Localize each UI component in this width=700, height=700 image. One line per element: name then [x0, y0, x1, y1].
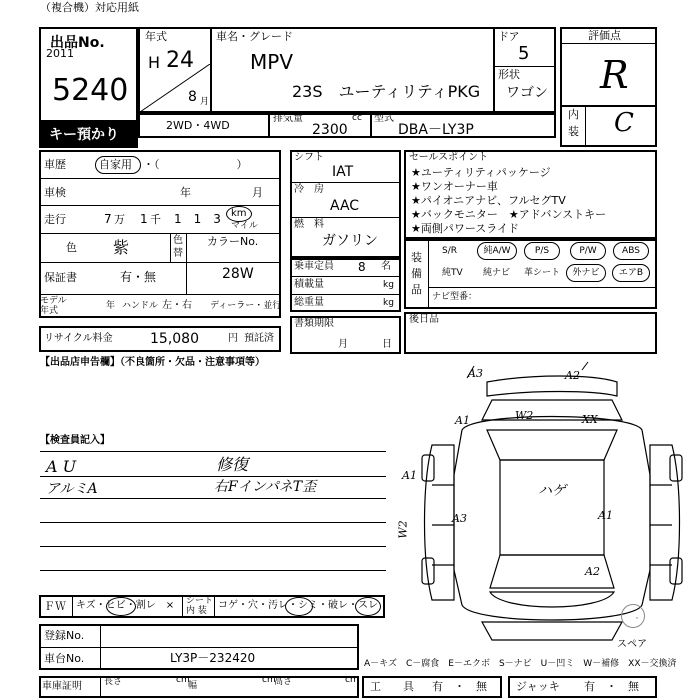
lot-tag: 2011 [46, 47, 74, 60]
door-label: ドア [498, 30, 520, 43]
docs-label: 書類期限 [294, 318, 334, 329]
damage-mark-left-rear-side: A1 [455, 414, 470, 427]
model-value: DBA－LY3P [398, 122, 474, 138]
shape-value: ワゴン [506, 85, 548, 101]
equip-aftermarket-navi: 外ナビ [572, 268, 600, 278]
mileage-sen-unit: 千 [150, 213, 161, 226]
fw-scuff-circle [355, 597, 381, 616]
mileage-sen: 1 [140, 212, 148, 226]
year-month: 8 [188, 89, 197, 105]
damage-mark-left-side: A1 [402, 469, 417, 482]
handle-label: ハンドル [122, 301, 159, 311]
mileage-rest: 1 1 3 [174, 212, 221, 226]
equip-alloy-wheels-circle [477, 242, 517, 260]
inspection-label: 車検 [44, 186, 66, 199]
year-month-unit: 月 [200, 97, 210, 107]
equip-airbag: エアB [618, 268, 644, 278]
sales-point-4: ★バックモニター ★アドバンストキー [411, 208, 607, 221]
fw-seat-items: コゲ・穴・汚レ・シミ・破レ・スレ [218, 600, 378, 611]
mileage-man: 7 [104, 212, 112, 226]
left-info-box [39, 150, 281, 318]
key-banner-text: キー預かり [49, 127, 119, 143]
door-value: 5 [518, 43, 530, 64]
jack-label: ジャッキ [516, 680, 560, 693]
equip-abs: ABS [622, 246, 640, 256]
damage-mark-right-door: A1 [598, 509, 613, 522]
sales-label: セールスポイント [409, 152, 489, 163]
color-replace-1: 色 [173, 235, 183, 246]
handle-value: 左・右 [162, 300, 192, 311]
year-label: 年式 [145, 30, 167, 43]
warranty-value: 有・無 [120, 270, 157, 284]
cert-width-label: 幅 [188, 681, 198, 691]
form-type-label: （複合機）対応用紙 [40, 1, 139, 14]
inspector-label: 【検査員記入】 [40, 435, 110, 446]
key-banner [39, 122, 138, 148]
fw-stain-circle [285, 597, 313, 616]
damage-mark-rear-right: A2 [565, 369, 580, 382]
fw-seat-label-2: 内 装 [186, 606, 207, 616]
recycle-value: 15,080 [150, 331, 199, 347]
equip-tv: 純TV [442, 268, 463, 278]
drive-type: 2WD・4WD [166, 119, 230, 132]
dealer-label: ディーラー・並行 [210, 301, 282, 311]
equip-leather-seat: 革シート [524, 268, 561, 278]
ac-label: 冷 房 [294, 184, 324, 195]
declaration-label: 【出品店申告欄】（不良箇所・欠品・注意事項等） [40, 357, 265, 368]
equip-sunroof: S/R [442, 246, 457, 256]
inspector-note-2-right: 右FインパネT歪 [214, 479, 317, 495]
cert-width-unit: cm [262, 675, 276, 685]
equipment-label-2: 備 [411, 267, 422, 280]
garage-cert-box [39, 676, 359, 698]
sales-point-3: ★パイオニアナビ、フルセグTV [411, 194, 566, 207]
color-label: 色 [66, 241, 77, 254]
recycle-status: 預託済 [244, 333, 274, 344]
aftermarket-label: 後日品 [409, 314, 439, 325]
recycle-unit: 円 [228, 333, 238, 344]
cert-height-unit: cm [345, 675, 359, 685]
damage-mark-left-door: A3 [452, 512, 467, 525]
spare-label: スペア [617, 639, 647, 650]
history-rest: ・（ ） [143, 158, 248, 171]
equip-power-windows-circle [570, 242, 606, 260]
fw-crack-circle [106, 597, 136, 616]
mileage-man-unit: 万 [114, 213, 125, 226]
tools-value: 有 ・ 無 [432, 680, 487, 693]
registration-no-label: 登録No. [44, 629, 85, 642]
vehicle-grade: 23S ユーティリティPKG [292, 82, 481, 101]
fuel-label: 燃 料 [294, 219, 324, 230]
damage-mark-rear-left: A3 [468, 367, 483, 380]
load-label: 積載量 [294, 279, 324, 290]
damage-legend: A－キズ C－腐食 E－エクボ S－ナビ U－凹ミ W－補修 XX－交換済 [364, 659, 677, 669]
model-year-label-2: 年式 [40, 306, 59, 316]
weight-unit: kg [383, 298, 394, 308]
warranty-label: 保証書 [44, 271, 77, 284]
jack-value: 有 ・ 無 [584, 680, 639, 693]
equip-alloy-wheels: 純A/W [483, 246, 511, 256]
fw-seat-label-1: シート [186, 596, 214, 606]
spare-tire-icon [621, 604, 645, 628]
year-value: 24 [166, 48, 194, 73]
docs-month: 月 [338, 339, 348, 350]
model-year-label-1: モデル [40, 296, 67, 306]
inspector-note-1-right: 修復 [216, 455, 249, 474]
equip-power-steering-circle [524, 242, 560, 260]
load-unit: kg [383, 280, 394, 290]
damage-mark-roof: ハゲ [538, 483, 566, 499]
damage-mark-left-front: W2 [396, 520, 410, 539]
displacement-label: 排気量 [273, 113, 303, 124]
sales-point-1: ★ユーティリティパッケージ [411, 166, 551, 179]
sales-point-5: ★両側パワースライド [411, 222, 519, 235]
interior-score: C [614, 108, 634, 138]
year-era: H [148, 53, 161, 72]
sales-point-2: ★ワンオーナー車 [411, 180, 498, 193]
inspection-year: 年 [180, 186, 191, 199]
cert-height-label: 高さ [274, 677, 293, 687]
lot-number: 5240 [52, 73, 129, 108]
evaluation-label: 評価点 [588, 29, 621, 42]
mileage-label: 走行 [44, 213, 66, 226]
equip-airbag-circle [612, 264, 650, 282]
ac-value: AAC [330, 198, 360, 214]
shift-value: IAT [332, 164, 354, 180]
damage-mark-rear-gate: W2 [515, 409, 534, 422]
displacement-unit: cc [352, 113, 362, 123]
interior-label-2: 装 [568, 125, 579, 138]
car-damage-diagram [392, 360, 692, 650]
navi-model-label: ナビ型番： [432, 292, 478, 302]
damage-mark-front-right: A2 [585, 565, 600, 578]
docs-day: 日 [382, 339, 392, 350]
lot-title: 出品No. [50, 35, 105, 51]
capacity-unit: 名 [381, 261, 391, 272]
fw-label: ＦＷ [44, 600, 66, 613]
color-replace-2: 替 [173, 248, 183, 259]
mileage-unit-km: km [231, 208, 247, 219]
tools-label: 工 具 [370, 680, 414, 693]
chassis-no-label: 車台No. [44, 652, 85, 665]
mileage-unit-mile: マイル [231, 221, 258, 231]
color-no-label: カラーNo. [207, 235, 259, 248]
aftermarket-box [404, 312, 657, 354]
capacity-label: 乗車定員 [294, 261, 334, 272]
equip-oem-navi: 純ナビ [483, 268, 511, 278]
vehicle-name: MPV [250, 50, 293, 74]
shift-label: シフト [294, 152, 324, 163]
chassis-no-value: LY3P－232420 [170, 651, 256, 665]
inspection-month: 月 [252, 186, 263, 199]
weight-label: 総重量 [294, 297, 324, 308]
damage-mark-right-rear-side: XX [582, 413, 598, 426]
inspector-note-1-left: A U [46, 457, 77, 476]
recycle-label: リサイクル料金 [44, 333, 113, 344]
model-label: 型式 [374, 113, 394, 124]
fw-items: キズ・ヒビ・割レ × [76, 600, 175, 611]
equip-abs-circle [613, 242, 649, 260]
vehicle-name-label: 車名・グレード [216, 30, 293, 43]
inspector-note-2-left: アルミA [46, 481, 98, 497]
capacity-value: 8 [358, 260, 366, 274]
displacement-value: 2300 [312, 122, 348, 138]
color-value: 紫 [113, 238, 130, 257]
history-label: 車歴 [44, 158, 66, 171]
history-value: 自家用 [99, 158, 132, 171]
cert-length-unit: cm [176, 675, 190, 685]
equipment-label-1: 装 [411, 251, 422, 264]
model-year-unit: 年 [106, 301, 116, 311]
fuel-value: ガソリン [322, 233, 378, 249]
equip-power-steering: P/S [534, 246, 550, 256]
equipment-label-3: 品 [411, 283, 422, 296]
equip-power-windows: P/W [579, 246, 597, 256]
interior-label-1: 内 [568, 108, 579, 121]
cert-length-label: 長さ [104, 677, 123, 687]
shape-label: 形状 [498, 68, 520, 81]
evaluation-score: R [600, 53, 629, 97]
color-no-value: 28W [222, 266, 254, 282]
equip-aftermarket-navi-circle [566, 264, 606, 282]
garage-cert-label: 車庫証明 [42, 681, 82, 692]
